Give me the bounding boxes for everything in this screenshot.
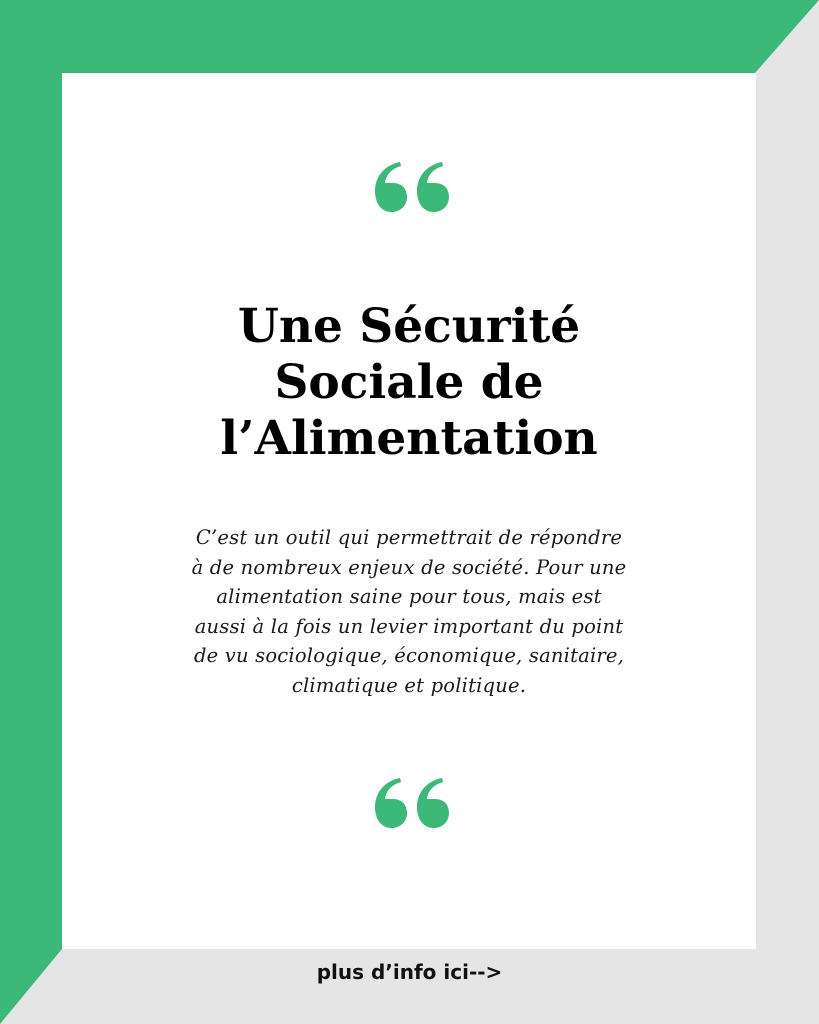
title-line: l’Alimentation [220,411,598,466]
title-line: Sociale de [274,355,544,410]
double-quote-icon [367,775,451,831]
more-info-link[interactable]: plus d’info ici--> [316,960,503,984]
body-line: aussi à la fois un levier important du point [194,614,624,638]
body-line: alimentation saine pour tous, mais est [216,585,602,608]
body-line: à de nombreux enjeux de société. Pour une [191,555,627,579]
quote-body [122,523,696,700]
page-title [62,299,756,467]
body-line: climatique et politique. [291,673,527,697]
body-line: C’est un outil qui permettrait de répondre [195,526,623,549]
double-quote-icon [367,159,451,215]
quote-card [62,73,756,949]
title-line: Une Sécurité [237,299,581,354]
body-line: de vu sociologique, économique, sanitaire, [193,644,625,667]
